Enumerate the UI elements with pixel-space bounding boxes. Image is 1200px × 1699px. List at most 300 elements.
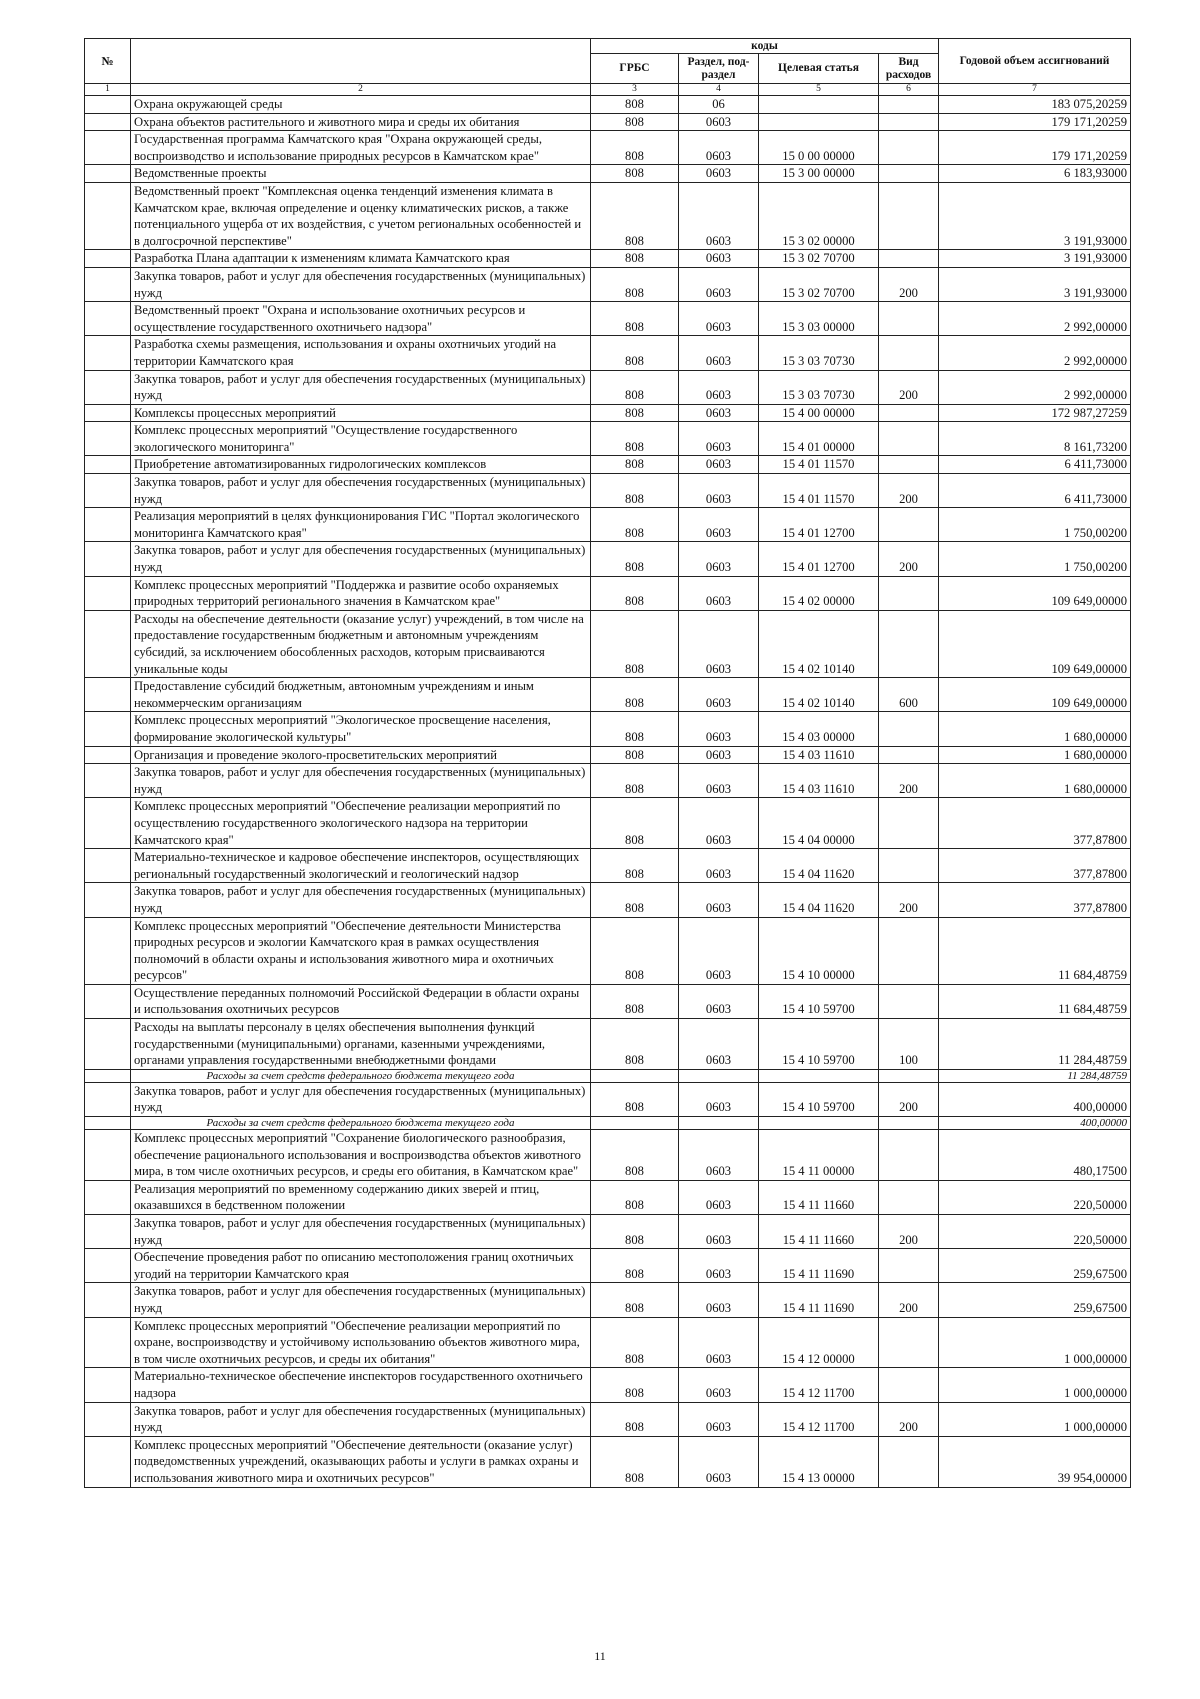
- table-row: [85, 746, 1131, 764]
- cell-name: Реализация мероприятий в целях функционирования ГИС "Портал экологического мониторинга Камчатского края": [131, 508, 591, 542]
- cell-grbs: 808: [591, 610, 679, 677]
- cell-type: 200: [879, 370, 939, 404]
- col-amount-header: Годовой объем ассигнований: [939, 39, 1131, 84]
- cell-target: 15 4 03 11610: [759, 746, 879, 764]
- cell-amount: 480,17500: [939, 1130, 1131, 1181]
- cell-target: 15 4 04 00000: [759, 798, 879, 849]
- cell-target: 15 4 01 12700: [759, 508, 879, 542]
- cell-no: [85, 1368, 131, 1402]
- table-row: [85, 542, 1131, 576]
- cell-name: Расходы за счет средств федерального бюджета текущего года: [131, 1117, 591, 1130]
- cell-grbs: 808: [591, 182, 679, 249]
- table-row: [85, 1082, 1131, 1116]
- cell-target: 15 3 03 70730: [759, 370, 879, 404]
- cell-type: [879, 1130, 939, 1181]
- cell-no: [85, 1215, 131, 1249]
- cell-amount: 39 954,00000: [939, 1436, 1131, 1487]
- cell-amount: 2 992,00000: [939, 370, 1131, 404]
- cell-no: [85, 267, 131, 301]
- cell-section: 0603: [679, 1249, 759, 1283]
- cell-target: 15 4 13 00000: [759, 1436, 879, 1487]
- cell-section: 0603: [679, 1180, 759, 1214]
- cell-grbs: 808: [591, 404, 679, 422]
- cell-amount: 179 171,20259: [939, 131, 1131, 165]
- cell-name: Государственная программа Камчатского края "Охрана окружающей среды, воспроизводство и использование природных ресурсов в Камчатском крае": [131, 131, 591, 165]
- cell-target: [759, 1117, 879, 1130]
- cell-name: Закупка товаров, работ и услуг для обеспечения государственных (муниципальных) нужд: [131, 542, 591, 576]
- cell-no: [85, 1249, 131, 1283]
- cell-no: [85, 1082, 131, 1116]
- cell-section: 0603: [679, 917, 759, 984]
- cell-amount: 3 191,93000: [939, 182, 1131, 249]
- table-row: [85, 1317, 1131, 1368]
- cell-section: 0603: [679, 1368, 759, 1402]
- budget-table: [84, 38, 1131, 1488]
- table-row: [85, 1283, 1131, 1317]
- cell-grbs: 808: [591, 883, 679, 917]
- cell-section: 0603: [679, 182, 759, 249]
- cell-amount: 1 750,00200: [939, 542, 1131, 576]
- table-row: [85, 917, 1131, 984]
- cell-amount: 6 183,93000: [939, 165, 1131, 183]
- cell-section: 0603: [679, 370, 759, 404]
- col-name-header: [131, 39, 591, 84]
- cell-target: 15 3 03 70730: [759, 336, 879, 370]
- cell-no: [85, 1317, 131, 1368]
- cell-amount: 179 171,20259: [939, 113, 1131, 131]
- table-row: [85, 404, 1131, 422]
- table-row: [85, 113, 1131, 131]
- cell-amount: 377,87800: [939, 849, 1131, 883]
- cell-name: Материально-техническое и кадровое обеспечение инспекторов, осуществляющих региональный государственный экологический и геологический надзор: [131, 849, 591, 883]
- cell-amount: 1 750,00200: [939, 508, 1131, 542]
- cell-grbs: 808: [591, 1180, 679, 1214]
- table-row: [85, 678, 1131, 712]
- cell-type: [879, 113, 939, 131]
- table-row: [85, 576, 1131, 610]
- cell-name: Приобретение автоматизированных гидрологических комплексов: [131, 456, 591, 474]
- table-row: [85, 764, 1131, 798]
- cell-name: Закупка товаров, работ и услуг для обеспечения государственных (муниципальных) нужд: [131, 1215, 591, 1249]
- cell-name: Закупка товаров, работ и услуг для обеспечения государственных (муниципальных) нужд: [131, 370, 591, 404]
- cell-grbs: 808: [591, 798, 679, 849]
- cell-type: [879, 1117, 939, 1130]
- cell-section: 0603: [679, 883, 759, 917]
- cell-name: Закупка товаров, работ и услуг для обеспечения государственных (муниципальных) нужд: [131, 267, 591, 301]
- cell-target: [759, 96, 879, 114]
- cell-grbs: 808: [591, 917, 679, 984]
- cell-grbs: 808: [591, 474, 679, 508]
- cell-section: 0603: [679, 746, 759, 764]
- cell-type: 200: [879, 542, 939, 576]
- cell-name: Материально-техническое обеспечение инспекторов государственного охотничьего надзора: [131, 1368, 591, 1402]
- cell-section: [679, 1117, 759, 1130]
- cell-target: 15 4 03 00000: [759, 712, 879, 746]
- cell-amount: 220,50000: [939, 1180, 1131, 1214]
- cell-no: [85, 113, 131, 131]
- cell-grbs: 808: [591, 131, 679, 165]
- page-number: 11: [594, 1649, 606, 1663]
- cell-type: [879, 610, 939, 677]
- cell-section: 0603: [679, 764, 759, 798]
- cell-no: [85, 96, 131, 114]
- cell-name: Комплекс процессных мероприятий "Осуществление государственного экологического мониторинга": [131, 422, 591, 456]
- cell-section: 0603: [679, 1436, 759, 1487]
- cell-name: Комплекс процессных мероприятий "Обеспечение реализации мероприятий по охране, воспроизводству и устойчивому использованию объектов животного мира, в том числе охотничьих ресурсов, и среды их обитания": [131, 1317, 591, 1368]
- cell-no: [85, 422, 131, 456]
- cell-target: 15 4 11 00000: [759, 1130, 879, 1181]
- cell-type: [879, 508, 939, 542]
- cell-type: [879, 712, 939, 746]
- cell-no: [85, 508, 131, 542]
- cell-name: Закупка товаров, работ и услуг для обеспечения государственных (муниципальных) нужд: [131, 1082, 591, 1116]
- cell-name: Расходы на выплаты персоналу в целях обеспечения выполнения функций государственными (муниципальными) органами, казенными учреждениями, органами управления государственными внебюджетными фондами: [131, 1019, 591, 1070]
- cell-section: 0603: [679, 712, 759, 746]
- cell-grbs: 808: [591, 456, 679, 474]
- cell-type: [879, 576, 939, 610]
- cell-grbs: 808: [591, 576, 679, 610]
- cell-type: [879, 404, 939, 422]
- cell-target: 15 4 02 00000: [759, 576, 879, 610]
- cell-no: [85, 250, 131, 268]
- cell-target: 15 3 02 00000: [759, 182, 879, 249]
- table-row: [85, 1368, 1131, 1402]
- cell-amount: 259,67500: [939, 1249, 1131, 1283]
- cell-section: 0603: [679, 1082, 759, 1116]
- table-row: [85, 456, 1131, 474]
- table-row: [85, 182, 1131, 249]
- cell-section: 0603: [679, 1019, 759, 1070]
- cell-name: Охрана объектов растительного и животного мира и среды их обитания: [131, 113, 591, 131]
- table-row: [85, 96, 1131, 114]
- table-row: [85, 336, 1131, 370]
- col-grbs-header: ГРБС: [591, 54, 679, 84]
- cell-grbs: 808: [591, 542, 679, 576]
- cell-type: [879, 422, 939, 456]
- cell-section: 0603: [679, 1130, 759, 1181]
- cell-no: [85, 746, 131, 764]
- cell-section: 0603: [679, 542, 759, 576]
- cell-grbs: 808: [591, 96, 679, 114]
- cell-amount: 400,00000: [939, 1117, 1131, 1130]
- cell-amount: 109 649,00000: [939, 678, 1131, 712]
- cell-no: [85, 798, 131, 849]
- cell-name: Комплекс процессных мероприятий "Поддержка и развитие особо охраняемых природных территорий регионального значения в Камчатском крае": [131, 576, 591, 610]
- cell-type: [879, 1368, 939, 1402]
- col-no-header: №: [85, 39, 131, 84]
- cell-type: 200: [879, 1082, 939, 1116]
- cell-amount: 183 075,20259: [939, 96, 1131, 114]
- cell-target: [759, 1069, 879, 1082]
- col-num: 4: [679, 84, 759, 96]
- cell-grbs: 808: [591, 267, 679, 301]
- cell-grbs: 808: [591, 712, 679, 746]
- table-row: [85, 610, 1131, 677]
- cell-name: Реализация мероприятий по временному содержанию диких зверей и птиц, оказавшихся в бедственном положении: [131, 1180, 591, 1214]
- cell-no: [85, 712, 131, 746]
- cell-no: [85, 610, 131, 677]
- cell-no: [85, 336, 131, 370]
- table-row: [85, 1130, 1131, 1181]
- cell-amount: 1 000,00000: [939, 1402, 1131, 1436]
- cell-grbs: 808: [591, 250, 679, 268]
- cell-target: 15 4 03 11610: [759, 764, 879, 798]
- cell-amount: 1 680,00000: [939, 746, 1131, 764]
- cell-grbs: 808: [591, 1019, 679, 1070]
- cell-name: Комплекс процессных мероприятий "Обеспечение деятельности Министерства природных ресурсов и экологии Камчатского края в рамках осуществления полномочий в области охраны и использования животного мира и охотничьих ресурсов": [131, 917, 591, 984]
- cell-name: Закупка товаров, работ и услуг для обеспечения государственных (муниципальных) нужд: [131, 764, 591, 798]
- cell-name: Разработка схемы размещения, использования и охраны охотничьих угодий на территории Камчатского края: [131, 336, 591, 370]
- cell-no: [85, 182, 131, 249]
- cell-section: 0603: [679, 422, 759, 456]
- cell-grbs: 808: [591, 1130, 679, 1181]
- cell-amount: 2 992,00000: [939, 302, 1131, 336]
- col-num: 6: [879, 84, 939, 96]
- cell-no: [85, 764, 131, 798]
- table-row: [85, 1436, 1131, 1487]
- cell-name: Закупка товаров, работ и услуг для обеспечения государственных (муниципальных) нужд: [131, 474, 591, 508]
- cell-amount: 400,00000: [939, 1082, 1131, 1116]
- cell-type: [879, 96, 939, 114]
- cell-amount: 8 161,73200: [939, 422, 1131, 456]
- cell-amount: 220,50000: [939, 1215, 1131, 1249]
- cell-no: [85, 131, 131, 165]
- cell-target: 15 4 11 11690: [759, 1283, 879, 1317]
- cell-section: 0603: [679, 984, 759, 1018]
- cell-no: [85, 404, 131, 422]
- cell-name: Закупка товаров, работ и услуг для обеспечения государственных (муниципальных) нужд: [131, 1402, 591, 1436]
- cell-type: [879, 1249, 939, 1283]
- col-num: 5: [759, 84, 879, 96]
- cell-type: 200: [879, 1215, 939, 1249]
- cell-grbs: 808: [591, 113, 679, 131]
- cell-grbs: 808: [591, 508, 679, 542]
- cell-grbs: [591, 1069, 679, 1082]
- table-note-row: [85, 1069, 1131, 1082]
- cell-target: 15 4 01 11570: [759, 456, 879, 474]
- col-section-header: Раздел, под-раздел: [679, 54, 759, 84]
- cell-grbs: 808: [591, 678, 679, 712]
- cell-amount: 1 680,00000: [939, 712, 1131, 746]
- cell-target: 15 4 10 00000: [759, 917, 879, 984]
- cell-no: [85, 456, 131, 474]
- column-numbers-row: [85, 84, 1131, 96]
- cell-target: [759, 113, 879, 131]
- cell-name: Осуществление переданных полномочий Российской Федерации в области охраны и использования охотничьих ресурсов: [131, 984, 591, 1018]
- cell-grbs: 808: [591, 1436, 679, 1487]
- cell-amount: 1 000,00000: [939, 1368, 1131, 1402]
- cell-target: 15 4 04 11620: [759, 883, 879, 917]
- cell-name: Охрана окружающей среды: [131, 96, 591, 114]
- cell-target: 15 4 11 11660: [759, 1215, 879, 1249]
- cell-no: [85, 1069, 131, 1082]
- col-num: 2: [131, 84, 591, 96]
- cell-grbs: 808: [591, 1368, 679, 1402]
- cell-target: 15 3 02 70700: [759, 267, 879, 301]
- cell-section: 0603: [679, 250, 759, 268]
- cell-section: 0603: [679, 1283, 759, 1317]
- table-row: [85, 1019, 1131, 1070]
- table-row: [85, 508, 1131, 542]
- cell-name: Ведомственный проект "Охрана и использование охотничьих ресурсов и осуществление государственного охотничьего надзора": [131, 302, 591, 336]
- cell-section: 0603: [679, 576, 759, 610]
- table-row: [85, 131, 1131, 165]
- cell-target: 15 4 10 59700: [759, 984, 879, 1018]
- cell-target: 15 3 02 70700: [759, 250, 879, 268]
- cell-amount: 2 992,00000: [939, 336, 1131, 370]
- cell-grbs: 808: [591, 302, 679, 336]
- cell-no: [85, 883, 131, 917]
- cell-type: 200: [879, 764, 939, 798]
- cell-type: [879, 165, 939, 183]
- cell-target: 15 4 02 10140: [759, 610, 879, 677]
- table-row: [85, 798, 1131, 849]
- cell-target: 15 4 12 11700: [759, 1402, 879, 1436]
- cell-amount: 11 684,48759: [939, 984, 1131, 1018]
- cell-type: 200: [879, 474, 939, 508]
- table-row: [85, 1249, 1131, 1283]
- codes-header: коды: [591, 39, 939, 54]
- cell-section: 0603: [679, 302, 759, 336]
- cell-type: 200: [879, 1402, 939, 1436]
- cell-no: [85, 302, 131, 336]
- cell-grbs: 808: [591, 422, 679, 456]
- cell-section: [679, 1069, 759, 1082]
- table-row: [85, 1180, 1131, 1214]
- col-num: 1: [85, 84, 131, 96]
- cell-amount: 3 191,93000: [939, 250, 1131, 268]
- cell-type: [879, 250, 939, 268]
- cell-no: [85, 1019, 131, 1070]
- cell-amount: 172 987,27259: [939, 404, 1131, 422]
- cell-name: Расходы на обеспечение деятельности (оказание услуг) учреждений, в том числе на предоставление государственным бюджетным и автономным учреждениям субсидий, за исключением обособленных расходов, которым присваиваются уникальные коды: [131, 610, 591, 677]
- col-num: 3: [591, 84, 679, 96]
- cell-type: [879, 984, 939, 1018]
- cell-grbs: 808: [591, 1402, 679, 1436]
- cell-section: 0603: [679, 1215, 759, 1249]
- cell-name: Комплекс процессных мероприятий "Обеспечение реализации мероприятий по осуществлению государственного экологического надзора на территории Камчатского края": [131, 798, 591, 849]
- cell-type: [879, 456, 939, 474]
- cell-no: [85, 984, 131, 1018]
- cell-grbs: 808: [591, 1082, 679, 1116]
- table-row: [85, 712, 1131, 746]
- cell-type: [879, 336, 939, 370]
- cell-name: Ведомственные проекты: [131, 165, 591, 183]
- cell-name: Закупка товаров, работ и услуг для обеспечения государственных (муниципальных) нужд: [131, 1283, 591, 1317]
- cell-target: 15 4 12 00000: [759, 1317, 879, 1368]
- cell-target: 15 4 04 11620: [759, 849, 879, 883]
- cell-target: 15 0 00 00000: [759, 131, 879, 165]
- cell-type: [879, 798, 939, 849]
- cell-type: [879, 1436, 939, 1487]
- cell-name: Обеспечение проведения работ по описанию местоположения границ охотничьих угодий на территории Камчатского края: [131, 1249, 591, 1283]
- cell-grbs: 808: [591, 1317, 679, 1368]
- cell-section: 0603: [679, 336, 759, 370]
- cell-amount: 11 284,48759: [939, 1069, 1131, 1082]
- cell-name: Расходы за счет средств федерального бюджета текущего года: [131, 1069, 591, 1082]
- cell-section: 0603: [679, 798, 759, 849]
- table-row: [85, 165, 1131, 183]
- cell-grbs: 808: [591, 984, 679, 1018]
- table-body: [85, 96, 1131, 1488]
- table-row: [85, 1215, 1131, 1249]
- cell-section: 0603: [679, 1402, 759, 1436]
- cell-amount: 1 000,00000: [939, 1317, 1131, 1368]
- cell-section: 0603: [679, 165, 759, 183]
- cell-target: 15 4 01 12700: [759, 542, 879, 576]
- cell-name: Комплекс процессных мероприятий "Сохранение биологического разнообразия, обеспечение рационального использования и воспроизводства объектов животного мира, в том числе охотничьих ресурсов, и среды его обитания, в Камчатском крае": [131, 1130, 591, 1181]
- cell-no: [85, 1436, 131, 1487]
- cell-no: [85, 1180, 131, 1214]
- cell-type: [879, 182, 939, 249]
- cell-name: Организация и проведение эколого-просветительских мероприятий: [131, 746, 591, 764]
- cell-no: [85, 542, 131, 576]
- cell-name: Закупка товаров, работ и услуг для обеспечения государственных (муниципальных) нужд: [131, 883, 591, 917]
- budget-sheet: [84, 38, 1130, 1488]
- cell-grbs: 808: [591, 746, 679, 764]
- cell-name: Комплексы процессных мероприятий: [131, 404, 591, 422]
- table-row: [85, 370, 1131, 404]
- cell-amount: 11 284,48759: [939, 1019, 1131, 1070]
- cell-section: 0603: [679, 456, 759, 474]
- table-row: [85, 849, 1131, 883]
- cell-no: [85, 1283, 131, 1317]
- cell-target: 15 4 11 11660: [759, 1180, 879, 1214]
- cell-section: 0603: [679, 267, 759, 301]
- cell-no: [85, 917, 131, 984]
- cell-type: [879, 302, 939, 336]
- cell-no: [85, 849, 131, 883]
- table-row: [85, 883, 1131, 917]
- cell-section: 0603: [679, 131, 759, 165]
- cell-amount: 3 191,93000: [939, 267, 1131, 301]
- table-row: [85, 422, 1131, 456]
- cell-section: 0603: [679, 678, 759, 712]
- cell-target: 15 4 10 59700: [759, 1082, 879, 1116]
- cell-amount: 1 680,00000: [939, 764, 1131, 798]
- cell-grbs: 808: [591, 165, 679, 183]
- cell-target: 15 4 01 11570: [759, 474, 879, 508]
- cell-type: 200: [879, 883, 939, 917]
- cell-section: 0603: [679, 610, 759, 677]
- cell-target: 15 3 00 00000: [759, 165, 879, 183]
- cell-section: 0603: [679, 508, 759, 542]
- cell-amount: 259,67500: [939, 1283, 1131, 1317]
- cell-type: 200: [879, 267, 939, 301]
- cell-grbs: 808: [591, 336, 679, 370]
- cell-grbs: 808: [591, 1215, 679, 1249]
- cell-type: [879, 131, 939, 165]
- cell-no: [85, 678, 131, 712]
- cell-no: [85, 474, 131, 508]
- cell-target: 15 4 11 11690: [759, 1249, 879, 1283]
- cell-no: [85, 1130, 131, 1181]
- cell-target: 15 4 10 59700: [759, 1019, 879, 1070]
- table-row: [85, 250, 1131, 268]
- cell-section: 0603: [679, 474, 759, 508]
- cell-type: [879, 849, 939, 883]
- cell-type: [879, 1069, 939, 1082]
- cell-section: 0603: [679, 113, 759, 131]
- cell-section: 06: [679, 96, 759, 114]
- cell-type: 600: [879, 678, 939, 712]
- table-row: [85, 1402, 1131, 1436]
- cell-no: [85, 370, 131, 404]
- cell-grbs: [591, 1117, 679, 1130]
- cell-amount: 6 411,73000: [939, 474, 1131, 508]
- cell-name: Комплекс процессных мероприятий "Экологическое просвещение населения, формирование экологической культуры": [131, 712, 591, 746]
- cell-section: 0603: [679, 849, 759, 883]
